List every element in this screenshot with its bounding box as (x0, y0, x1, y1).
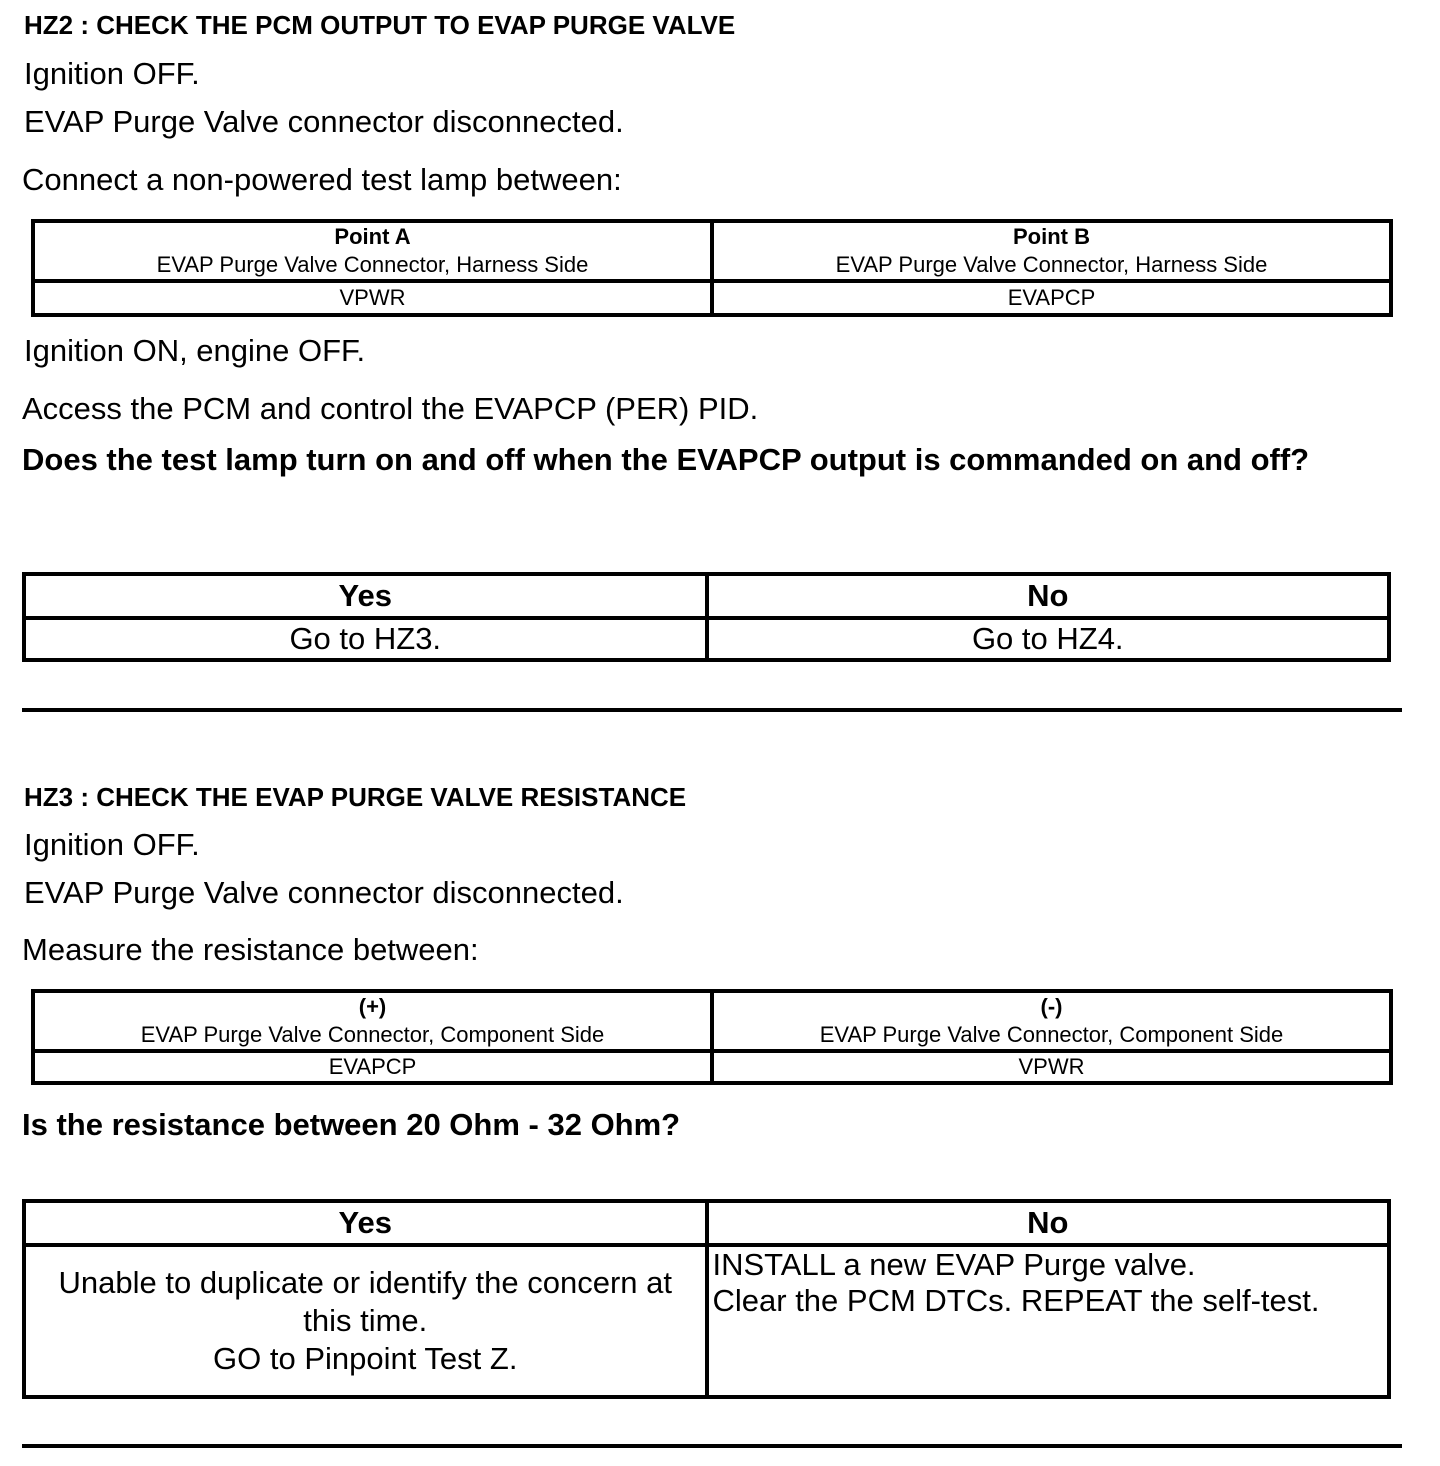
point-a-header (33, 221, 712, 281)
hz3-no-header: No (707, 1201, 1390, 1245)
point-b-title: Point B (1013, 224, 1090, 249)
hz2-step-ignition-on: Ignition ON, engine OFF. (24, 333, 366, 368)
point-b-desc: EVAP Purge Valve Connector, Harness Side (835, 252, 1268, 277)
positive-title: (+) (358, 994, 387, 1019)
hz3-question: Is the resistance between 20 Ohm - 32 Ohm? (22, 1107, 681, 1142)
hz2-no-action: Go to HZ4. (707, 618, 1390, 660)
hz3-no-line-2: Clear the PCM DTCs. REPEAT the self-test. (712, 1283, 1320, 1318)
hz3-no-line-1: INSTALL a new EVAP Purge valve. (712, 1247, 1196, 1282)
hz2-no-header: No (707, 574, 1390, 618)
hz3-yes-action (24, 1245, 707, 1397)
hz2-step-access-pcm: Access the PCM and control the EVAPCP (PER) PID. (22, 391, 759, 426)
hz2-answer-table (22, 572, 1391, 662)
hz3-connection-table (31, 989, 1393, 1085)
hz2-step-test-lamp: Connect a non-powered test lamp between: (22, 162, 622, 197)
point-a-value: VPWR (33, 281, 712, 315)
negative-header (712, 991, 1391, 1051)
negative-desc: EVAP Purge Valve Connector, Component Side (819, 1022, 1284, 1047)
hz3-yes-header: Yes (24, 1201, 707, 1245)
positive-desc: EVAP Purge Valve Connector, Component Side (140, 1022, 605, 1047)
hz3-step-measure: Measure the resistance between: (22, 932, 479, 967)
hz2-yes-action: Go to HZ3. (24, 618, 707, 660)
hz3-no-action (707, 1245, 1390, 1397)
negative-value: VPWR (712, 1051, 1391, 1083)
section-divider (22, 708, 1402, 712)
hz3-answer-table (22, 1199, 1391, 1399)
positive-header (33, 991, 712, 1051)
hz3-yes-line-3: GO to Pinpoint Test Z. (213, 1341, 518, 1376)
hz3-step-connector: EVAP Purge Valve connector disconnected. (24, 875, 624, 910)
hz3-step-ignition-off: Ignition OFF. (24, 827, 200, 862)
negative-title: (-) (1040, 994, 1063, 1019)
hz3-yes-line-1: Unable to duplicate or identify the concern at (58, 1265, 672, 1300)
point-b-header (712, 221, 1391, 281)
positive-value: EVAPCP (33, 1051, 712, 1083)
hz2-connection-table (31, 219, 1393, 317)
bottom-divider (22, 1444, 1402, 1448)
hz3-yes-line-2: this time. (303, 1303, 428, 1338)
point-b-value: EVAPCP (712, 281, 1391, 315)
hz2-heading: HZ2 : CHECK THE PCM OUTPUT TO EVAP PURGE VALVE (24, 10, 736, 40)
hz2-step-ignition-off: Ignition OFF. (24, 56, 200, 91)
hz2-step-connector: EVAP Purge Valve connector disconnected. (24, 104, 624, 139)
point-a-desc: EVAP Purge Valve Connector, Harness Side (156, 252, 589, 277)
point-a-title: Point A (334, 224, 411, 249)
hz3-heading: HZ3 : CHECK THE EVAP PURGE VALVE RESISTANCE (24, 782, 687, 812)
hz2-question: Does the test lamp turn on and off when the EVAPCP output is commanded on and off? (22, 442, 1310, 477)
hz2-yes-header: Yes (24, 574, 707, 618)
